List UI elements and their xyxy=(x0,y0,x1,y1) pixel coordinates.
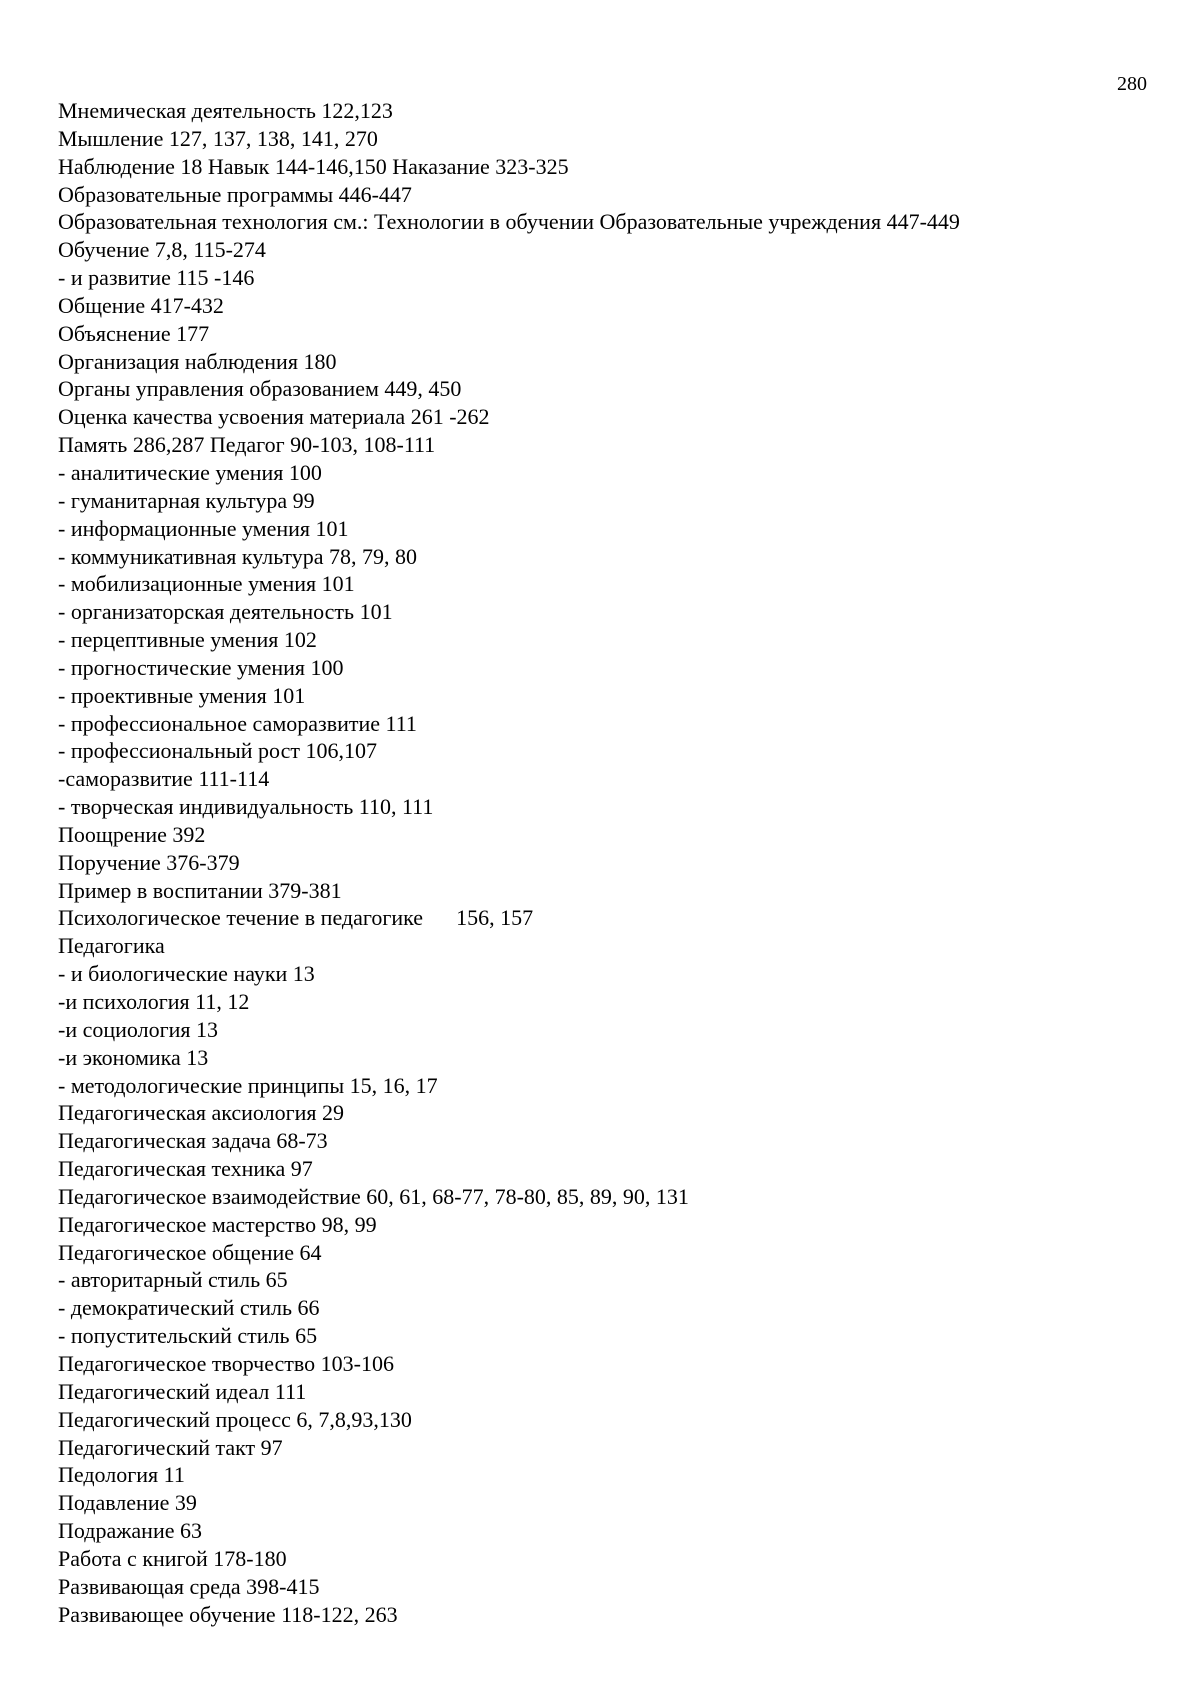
subject-index-list xyxy=(58,97,960,1628)
index-entry: Педагогика xyxy=(58,933,165,959)
index-entry: Педагогическое общение 64 xyxy=(58,1239,322,1265)
index-entry: Педагогическое мастерство 98, 99 xyxy=(58,1211,377,1237)
index-entry: Психологическое течение в педагогике 156, 157 xyxy=(58,905,534,931)
index-entry: Пример в воспитании 379-381 xyxy=(58,877,342,903)
index-entry: Педагогический процесс 6, 7,8,93,130 xyxy=(58,1406,412,1432)
index-entry: Органы управления образованием 449, 450 xyxy=(58,376,462,402)
index-entry: Педология 11 xyxy=(58,1462,185,1488)
index-entry: -и социология 13 xyxy=(58,1016,219,1042)
index-entry: Общение 417-432 xyxy=(58,292,224,318)
index-entry: - коммуникативная культура 78, 79, 80 xyxy=(58,543,418,569)
index-entry: Обучение 7,8, 115-274 xyxy=(58,237,266,263)
index-entry: Поощрение 392 xyxy=(58,821,206,847)
index-entry: Педагогическое творчество 103-106 xyxy=(58,1350,394,1376)
index-entry: - профессиональный рост 106,107 xyxy=(58,738,377,764)
index-entry: Педагогическая аксиология 29 xyxy=(58,1100,345,1126)
index-entry: Мнемическая деятельность 122,123 xyxy=(58,98,393,123)
index-entry: - прогностические умения 100 xyxy=(58,654,344,680)
index-entry: Педагогическая задача 68-73 xyxy=(58,1128,328,1154)
index-entry: - и биологические науки 13 xyxy=(58,961,315,987)
index-entry: - профессиональное саморазвитие 111 xyxy=(58,710,417,736)
index-entry: Образовательные программы 446-447 xyxy=(58,181,412,207)
page-number: 280 xyxy=(1117,73,1147,95)
index-entry: Работа с книгой 178-180 xyxy=(58,1545,287,1571)
index-entry: Объяснение 177 xyxy=(58,320,210,346)
index-entry: - мобилизационные умения 101 xyxy=(58,571,355,597)
index-entry: Развивающая среда 398-415 xyxy=(58,1573,320,1599)
index-entry: Память 286,287 Педагог 90-103, 108-111 xyxy=(58,432,436,458)
index-entry: Организация наблюдения 180 xyxy=(58,348,337,374)
index-entry: Педагогическая техника 97 xyxy=(58,1156,313,1182)
index-entry: - аналитические умения 100 xyxy=(58,459,322,485)
index-entry: Подавление 39 xyxy=(58,1490,197,1516)
index-entry: Педагогический такт 97 xyxy=(58,1434,283,1460)
index-entry: Подражание 63 xyxy=(58,1518,202,1544)
index-entry: - и развитие 115 -146 xyxy=(58,265,255,291)
index-entry: Мышление 127, 137, 138, 141, 270 xyxy=(58,125,378,151)
index-entry: - гуманитарная культура 99 xyxy=(58,487,315,513)
index-entry: - попустительский стиль 65 xyxy=(58,1323,318,1349)
index-entry: Поручение 376-379 xyxy=(58,849,240,875)
index-entry: - авторитарный стиль 65 xyxy=(58,1267,288,1293)
index-entry: Оценка качества усвоения материала 261 -262 xyxy=(58,404,490,430)
index-entry: - методологические принципы 15, 16, 17 xyxy=(58,1072,438,1098)
index-entry: - демократический стиль 66 xyxy=(58,1295,320,1321)
index-entry: Наблюдение 18 Навык 144-146,150 Наказание 323-325 xyxy=(58,153,569,179)
index-entry: - организаторская деятельность 101 xyxy=(58,599,393,625)
index-entry: - проективные умения 101 xyxy=(58,682,306,708)
index-entry: Педагогическое взаимодействие 60, 61, 68-77, 78-80, 85, 89, 90, 131 xyxy=(58,1183,689,1209)
index-entry: -саморазвитие 111-114 xyxy=(58,766,270,792)
index-entry: -и психология 11, 12 xyxy=(58,989,250,1014)
index-entry: Педагогический идеал 111 xyxy=(58,1378,307,1404)
index-entry: - перцептивные умения 102 xyxy=(58,627,317,653)
index-entry: - творческая индивидуальность 110, 111 xyxy=(58,794,434,820)
index-entry: -и экономика 13 xyxy=(58,1044,209,1070)
index-entry: Образовательная технология см.: Технологии в обучении Образовательные учреждения 447-449 xyxy=(58,209,960,235)
index-entry: - информационные умения 101 xyxy=(58,515,349,541)
index-entry: Развивающее обучение 118-122, 263 xyxy=(58,1601,398,1627)
